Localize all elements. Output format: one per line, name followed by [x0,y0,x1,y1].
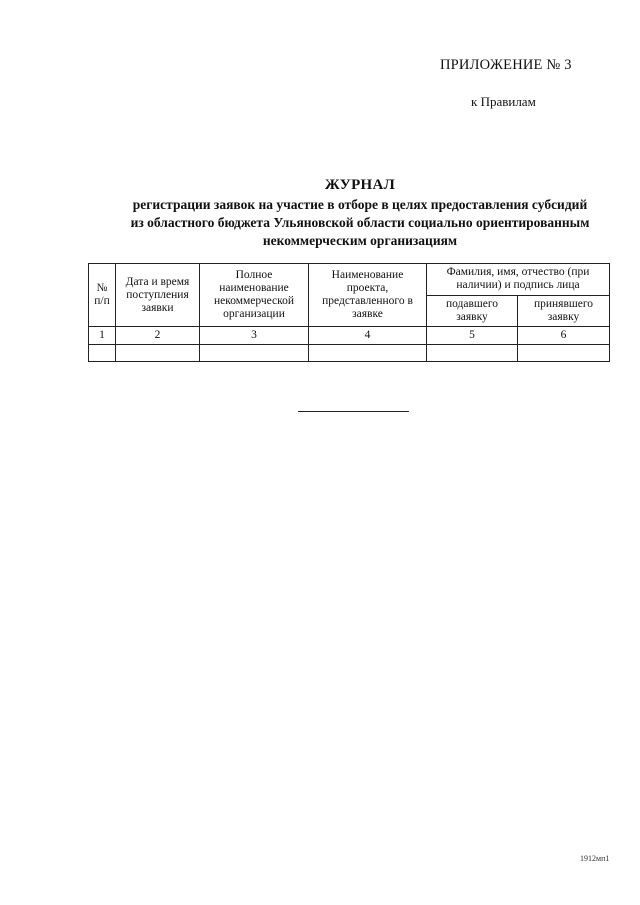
header-cell-project: Наименование проекта, представленного в заявке [309,264,427,327]
rules-reference: к Правилам [471,94,536,109]
empty-cell [309,345,427,362]
header-cell-number: № п/п [89,264,116,327]
appendix-label: ПРИЛОЖЕНИЕ № 3 [440,57,572,73]
column-number: 3 [200,327,309,345]
title-line-1: регистрации заявок на участие в отборе в целях предоставления субсидий [132,197,588,212]
empty-table-row [89,345,610,362]
empty-cell [116,345,200,362]
header-cell-organization: Полное наименование некоммерческой организации [200,264,309,327]
header-cell-person-group: Фамилия, имя, отчество (при наличии) и подпись лица [427,264,610,296]
end-divider-line [298,411,409,412]
column-number-row [89,327,610,345]
empty-cell [89,345,116,362]
column-number: 2 [116,327,200,345]
empty-cell [518,345,610,362]
empty-cell [427,345,518,362]
table-header-row [89,264,610,296]
title-line-2: из областного бюджета Ульяновской области социально ориентированным [130,215,590,230]
column-number: 5 [427,327,518,345]
column-number: 1 [89,327,116,345]
title-line-3: некоммерческим организациям [262,233,458,248]
empty-cell [200,345,309,362]
title-main: ЖУРНАЛ [324,177,396,193]
column-number: 6 [518,327,610,345]
header-cell-date: Дата и время поступления заявки [116,264,200,327]
header-cell-submitted: подавшего заявку [427,295,518,327]
registration-journal-table [88,263,610,362]
header-cell-accepted: принявшего заявку [518,295,610,327]
document-title [80,177,640,250]
column-number: 4 [309,327,427,345]
document-code: 1912мп1 [580,854,610,863]
